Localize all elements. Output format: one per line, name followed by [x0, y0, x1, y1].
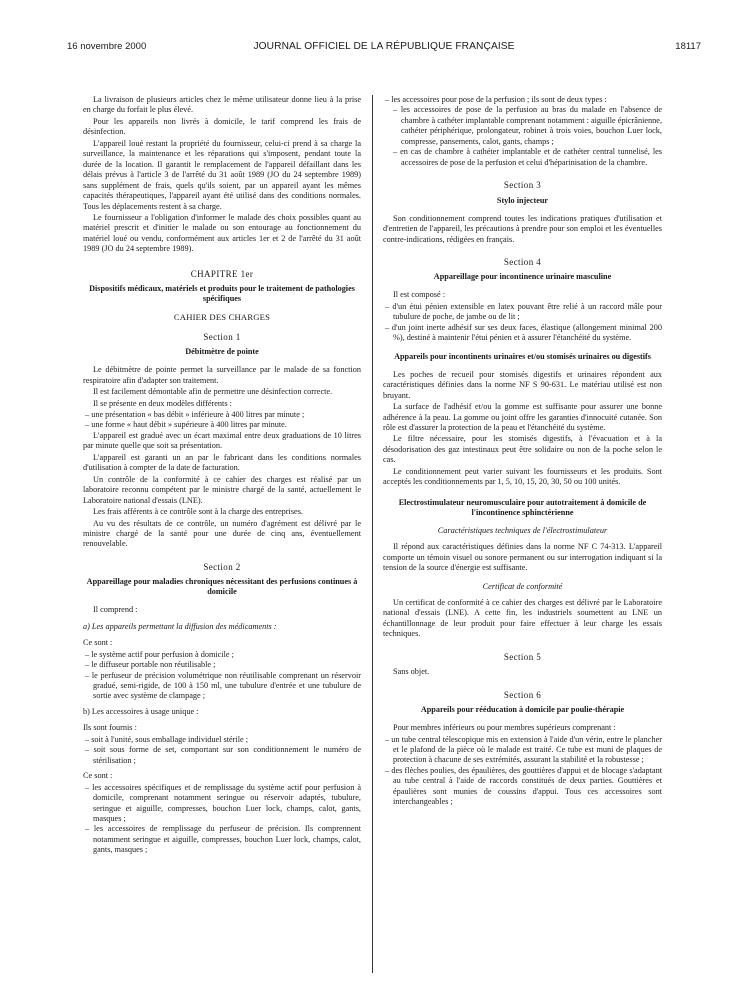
list-item: – un tube central télescopique mis en extension à l'aide d'un vérin, entre le plancher et le plafond de la pièce où le malade est traité. Ce tube est muni de plaques de protection à chacune de ses extrémités, assurant la stabilité et la robustesse ; [385, 734, 662, 765]
subsection-italic-heading: Caractéristiques techniques de l'électrostimulateur [437, 525, 608, 535]
header-date: 16 novembre 2000 [67, 41, 147, 52]
right-column [383, 95, 662, 808]
paragraph: Ce sont : [83, 638, 113, 648]
paragraph: L'appareil est gradué avec un écart maximal entre deux graduations de 10 litres par minute quelle que soit sa présentation. [83, 430, 361, 451]
section-heading: Section 1 [203, 331, 241, 342]
paragraph: Il comprend : [93, 605, 138, 615]
list-item: – soit sous forme de set, comportant sur son conditionnement le numéro de stérilisation ; [85, 745, 361, 765]
paragraph: Un certificat de conformité à ce cahier des charges est délivré par le Laboratoire national d'essais (LNE). A cette fin, les industriels soumettent au LNE un échantillonnage de leur produit pour faire effectuer à leur charge les essais techniques. [383, 597, 662, 639]
section-heading: Section 2 [203, 561, 241, 572]
paragraph: Il est facilement démontable afin de permettre une désinfection correcte. [93, 387, 333, 397]
list-item: – les accessoires de remplissage du perfuseur de précision. Ils comprennent notamment seringue et aiguille, compresses, bouchon Luer lock, champs, calot, gants, masques ; [85, 824, 361, 855]
list-item: – soit à l'unité, sous emballage individuel stérile ; [85, 734, 249, 744]
cahier-heading: CAHIER DES CHARGES [173, 312, 271, 323]
header-title: JOURNAL OFFICIEL DE LA RÉPUBLIQUE FRANÇAISE [253, 41, 515, 52]
paragraph: L'appareil est garanti un an par le fabricant dans les conditions normales d'utilisation à compter de la date de facturation. [83, 452, 361, 473]
section-heading: Section 3 [503, 180, 542, 191]
paragraph: Il se présente en deux modèles différents : [93, 398, 232, 408]
paragraph: a) Les appareils permettant la diffusion des médicaments : [83, 621, 277, 631]
paragraph: Le fournisseur a l'obligation d'informer le malade des choix possibles quant au matériel prescrit et d'initier le malade ou son entourage au fonctionnement du matériel loué ou vendu, conformément aux articles 1er et 2 de l'arrêté du 31 août 1989 (JO du 24 septembre 1989). [83, 212, 361, 254]
paragraph: Le filtre nécessaire, pour les stomisés digestifs, à l'évacuation et à la désodorisation des gaz intestinaux peut être solidaire ou non de la poche selon le cas. [383, 434, 662, 465]
list-item: – une présentation « bas débit » inférieure à 400 litres par minute ; [85, 409, 305, 419]
section-title: Appareils pour rééducation à domicile par poulie-thérapie [420, 705, 625, 715]
column-divider [372, 95, 373, 973]
list-item: – le perfuseur de précision volumétrique non réutilisable comprenant un réservoir gradué, semi-rigide, de 100 à 150 ml, une tubulure d'entrée et une tubulure de sortie avec système de clampage ; [85, 670, 361, 701]
section-heading: Section 6 [503, 689, 542, 700]
paragraph: Au vu des résultats de ce contrôle, un numéro d'agrément est délivré par le ministre chargé de la santé pour une durée de cinq ans, éventuellement renouvelable. [83, 518, 361, 549]
paragraph: La surface de l'adhésif et/ou la gomme est suffisante pour assurer une bonne adhérence à la peau. La gomme ou joint offre les garanties d'innocuité cutanée. Son rôle est d'assurer la protection de la peau et l'étanchéité du système. [383, 402, 662, 432]
left-column [83, 95, 361, 856]
subsection-title: Electrostimulateur neuromusculaire pour autotraitement à domicile de l'incontinence sphinctérienne [398, 497, 647, 517]
list-item: – d'un joint inerte adhésif sur ses deux faces, élastique (allongement minimal 200 %), destiné à maintenir l'étui pénien et à assurer l'étanchéité du système. [385, 322, 662, 343]
paragraph: Sans objet. [393, 667, 430, 677]
list-item: – le diffuseur portable non réutilisable ; [85, 660, 216, 670]
header-page-number: 18117 [675, 41, 701, 52]
list-item: – les accessoires spécifiques et de remplissage du système actif pour perfusion à domicile, comprenant notamment seringue ou réservoir adaptés, tubulure, seringue et aiguille, compresses, bouchon Luer lock, champs, calot, gants, masques ; [85, 782, 361, 824]
section-title: Appareillage pour maladies chroniques nécessitant des perfusions continues à domicile [86, 577, 358, 597]
paragraph: Il répond aux caractéristiques définies dans la norme NF C 74-313. L'appareil comporte un témoin visuel ou sonore permanent ou sur interrogation indiquant si la tension de la source d'énergie est suffisante. [383, 542, 662, 573]
list-item: – les accessoires de pose de la perfusion au bras du malade en l'absence de chambre à cathéter implantable comprenant notamment : aiguille épicrânienne, cathéter périphérique, prolongateur, robinet à trois voies, bouchon Luer lock, compresse, pansements, calot, gants, champs ; [393, 105, 662, 146]
section-heading: Section 4 [503, 256, 542, 267]
page-header [67, 41, 701, 57]
subsection-title: Appareils pour incontinents urinaires et/ou stomisés urinaires ou digestifs [394, 351, 651, 361]
list-item: – des flèches poulies, des épaulières, des gouttières d'appui et de blocage s'adaptant au tube central à l'aide de raccords constitués de deux parties. Gouttières et épaulières sont munies de coussins d'appui. Tous ces accessoires sont interchangeables ; [385, 765, 662, 807]
section-title: Stylo injecteur [496, 195, 549, 205]
list-item: – les accessoires pour pose de la perfusion ; ils sont de deux types : [385, 95, 607, 104]
chapter-heading: CHAPITRE 1er [190, 268, 254, 279]
paragraph: Ce sont : [83, 771, 113, 781]
paragraph: Les poches de recueil pour stomisés digestifs et urinaires répondent aux caractéristiques définies dans la norme NF S 90-631. Le matériau utilisé est non bruyant. [383, 369, 662, 400]
paragraph: Pour les appareils non livrés à domicile, le tarif comprend les frais de désinfection. [83, 116, 361, 137]
paragraph: Pour membres inférieurs ou pour membres supérieurs comprenant : [393, 723, 616, 733]
paragraph: Il est composé : [393, 290, 446, 300]
list-item: – d'un étui pénien extensible en latex pouvant être relié à un raccord mâle pour tubulure de poche, de jambe ou de lit ; [385, 301, 662, 322]
chapter-title: Dispositifs médicaux, matériels et produits pour le traitement de pathologies spécifiques [89, 284, 355, 304]
section-title: Appareillage pour incontinence urinaire masculine [433, 272, 612, 282]
subsection-italic-heading: Certificat de conformité [482, 581, 563, 591]
paragraph: Son conditionnement comprend toutes les indications pratiques d'utilisation et d'entretien de l'appareil, les précautions à prendre pour son emploi et les éventuelles contre-indications, rédigées en français. [383, 213, 662, 244]
paragraph: Le débitmètre de pointe permet la surveillance par le malade de sa fonction respiratoire afin d'adapter son traitement. [83, 365, 361, 385]
paragraph: Un contrôle de la conformité à ce cahier des charges est réalisé par un laboratoire reconnu compétent par le ministre chargé de la santé, actuellement le Laboratoire national d'essais (LNE). [83, 474, 361, 505]
paragraph: Ils sont fournis : [83, 723, 137, 733]
list-item: – une forme « haut débit » supérieure à 400 litres par minute. [85, 420, 287, 430]
list-item: – en cas de chambre à cathéter implantable et de cathéter central tunnelisé, les accessoires de pose de la perfusion et celui d'héparinisation de la chambre. [393, 147, 662, 167]
section-heading: Section 5 [503, 651, 542, 662]
paragraph: Les frais afférents à ce contrôle sont à la charge des entreprises. [93, 507, 303, 517]
paragraph: La livraison de plusieurs articles chez le même utilisateur donne lieu à la prise en charge du forfait le plus élevé. [83, 95, 361, 115]
list-item: – le système actif pour perfusion à domicile ; [85, 649, 234, 659]
paragraph: b) Les accessoires à usage unique : [83, 706, 199, 716]
paragraph: L'appareil loué restant la propriété du fournisseur, celui-ci prend à sa charge la surveillance, la maintenance et les réparations qui s'imposent, pendant toute la durée de la location. Il garantit le remplacement de l'appareil défaillant dans les délais prévus à l'article 3 de l'arrêté du 31 août 1989 (JO du 24 septembre 1989) sans supplément de frais, quels qu'ils soient, par un appareil ayant les mêmes capacités thérapeutiques, l'appareil ayant été utilisé dans des conditions normales. Tous les déplacements restent à sa charge. [83, 138, 361, 211]
paragraph: Le conditionnement peut varier suivant les fournisseurs et les produits. Sont acceptés les conditionnements par 1, 5, 10, 15, 20, 30, 50 ou 100 unités. [383, 466, 662, 487]
section-title: Débitmètre de pointe [185, 347, 259, 357]
